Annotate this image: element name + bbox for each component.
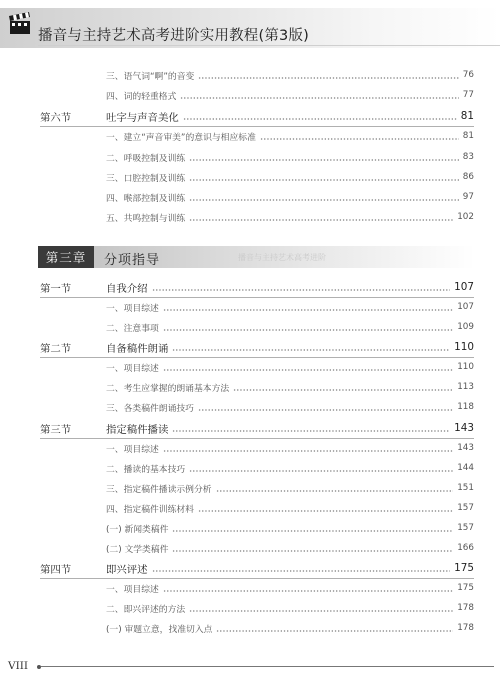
toc-entry-page: 178 xyxy=(457,603,474,613)
toc-entry-page: 102 xyxy=(457,212,474,222)
leader-dots xyxy=(216,630,453,632)
leader-dots xyxy=(198,510,453,512)
section-number: 第二节 xyxy=(40,342,72,355)
toc-entry-page: 178 xyxy=(457,623,474,633)
toc-entry-title: 四、词的轻重格式 xyxy=(106,91,177,102)
leader-dots xyxy=(180,97,458,99)
toc-entry-page: 86 xyxy=(462,172,474,182)
section-page: 175 xyxy=(454,562,474,574)
header-rule xyxy=(38,45,500,46)
section-page: 143 xyxy=(454,422,474,434)
section-title: 指定稿件播读 xyxy=(106,423,169,436)
leader-dots xyxy=(172,349,450,351)
leader-dots xyxy=(198,409,453,411)
toc-entry-page: 143 xyxy=(457,443,474,453)
section-page: 110 xyxy=(454,341,474,353)
leader-dots xyxy=(172,430,450,432)
toc-entry-page: 157 xyxy=(457,523,474,533)
section-page: 107 xyxy=(454,281,474,293)
section-title: 自我介绍 xyxy=(106,282,148,295)
leader-dots xyxy=(163,329,453,331)
toc-entry-title: (一) 新闻类稿件 xyxy=(106,524,169,535)
toc-entry[interactable] xyxy=(106,188,474,206)
leader-dots xyxy=(183,118,457,120)
toc-entry[interactable] xyxy=(106,208,474,226)
toc-entry-page: 151 xyxy=(457,483,474,493)
toc-entry-page: 109 xyxy=(457,322,474,332)
section-number: 第四节 xyxy=(40,563,72,576)
toc-entry-page: 110 xyxy=(457,362,474,372)
toc-entry[interactable] xyxy=(106,579,474,597)
leader-dots xyxy=(163,309,453,311)
toc-entry[interactable] xyxy=(106,127,474,145)
leader-dots xyxy=(189,610,453,612)
toc-entry-title: 四、喉部控制及训练 xyxy=(106,193,186,204)
toc-entry-title: 一、项目综述 xyxy=(106,303,159,314)
toc-entry-page: 118 xyxy=(457,402,474,412)
page-number: VIII xyxy=(8,660,29,672)
toc-entry[interactable] xyxy=(106,619,474,637)
leader-dots xyxy=(172,550,453,552)
toc-entry-title: 三、指定稿件播读示例分析 xyxy=(106,484,212,495)
toc-section[interactable] xyxy=(40,338,474,356)
leader-dots xyxy=(152,289,451,291)
book-title: 播音与主持艺术高考进阶实用教程(第3版) xyxy=(38,28,310,44)
clapperboard-icon xyxy=(8,12,34,36)
leader-dots xyxy=(189,159,459,161)
leader-dots xyxy=(233,389,453,391)
toc-section[interactable] xyxy=(40,559,474,577)
leader-dots xyxy=(172,530,453,532)
toc-entry-page: 113 xyxy=(457,382,474,392)
toc-entry[interactable] xyxy=(106,539,474,557)
toc-entry[interactable] xyxy=(106,398,474,416)
leader-dots xyxy=(163,450,453,452)
toc-entry-title: 一、项目综述 xyxy=(106,444,159,455)
section-title: 即兴评述 xyxy=(106,563,148,576)
toc-entry-title: 三、各类稿件朗诵技巧 xyxy=(106,403,194,414)
toc-entry-title: 二、播读的基本技巧 xyxy=(106,464,186,475)
toc-entry-title: (一) 审题立意，找准切入点 xyxy=(106,624,213,635)
section-title: 吐字与声音美化 xyxy=(106,111,179,124)
toc-entry-page: 83 xyxy=(462,152,474,162)
toc-section[interactable] xyxy=(40,107,474,125)
chapter-label: 第三章 xyxy=(38,246,94,268)
section-number: 第一节 xyxy=(40,282,72,295)
leader-dots xyxy=(163,590,453,592)
leader-dots xyxy=(189,219,453,221)
leader-dots xyxy=(216,490,454,492)
toc-entry[interactable] xyxy=(106,318,474,336)
toc-entry-title: 二、即兴评述的方法 xyxy=(106,604,186,615)
toc-entry-page: 107 xyxy=(457,302,474,312)
chapter-name: 分项指导 xyxy=(104,253,161,268)
leader-dots xyxy=(189,199,459,201)
toc-entry[interactable] xyxy=(106,148,474,166)
leader-dots xyxy=(260,138,459,140)
toc-entry-title: 三、语气词“啊”的音变 xyxy=(106,71,195,82)
toc-entry-title: 三、口腔控制及训练 xyxy=(106,173,186,184)
toc-entry-page: 166 xyxy=(457,543,474,553)
page-header xyxy=(0,0,500,52)
leader-dots xyxy=(198,77,459,79)
toc-entry-page: 144 xyxy=(457,463,474,473)
toc-entry-page: 77 xyxy=(462,90,474,100)
toc-entry[interactable] xyxy=(106,378,474,396)
toc-entry-title: 二、呼吸控制及训练 xyxy=(106,153,186,164)
toc-entry-page: 157 xyxy=(457,503,474,513)
section-number: 第三节 xyxy=(40,423,72,436)
toc-entry-title: 五、共鸣控制与训练 xyxy=(106,213,186,224)
toc-section[interactable] xyxy=(40,278,474,296)
toc-entry-title: 一、项目综述 xyxy=(106,363,159,374)
toc-entry-page: 76 xyxy=(462,70,474,80)
section-page: 81 xyxy=(460,110,474,122)
chapter-ghost-text: 播音与主持艺术高考进阶 xyxy=(238,253,326,262)
footer-rule xyxy=(41,666,494,667)
toc-entry[interactable] xyxy=(106,358,474,376)
leader-dots xyxy=(189,179,459,181)
toc-entry[interactable] xyxy=(106,439,474,457)
toc-entry-title: 二、注意事项 xyxy=(106,323,159,334)
toc-entry[interactable] xyxy=(106,479,474,497)
section-title: 自备稿件朗诵 xyxy=(106,342,169,355)
toc-entry[interactable] xyxy=(106,599,474,617)
toc-entry[interactable] xyxy=(106,66,474,84)
toc-entry-page: 175 xyxy=(457,583,474,593)
section-number: 第六节 xyxy=(40,111,72,124)
toc-entry-page: 81 xyxy=(462,131,474,141)
toc-entry-page: 97 xyxy=(462,192,474,202)
toc-entry[interactable] xyxy=(106,168,474,186)
toc-entry-title: (二) 文学类稿件 xyxy=(106,544,169,555)
leader-dots xyxy=(152,570,451,572)
toc-entry[interactable] xyxy=(106,519,474,537)
toc-entry[interactable] xyxy=(106,86,474,104)
toc-entry-title: 二、考生应掌握的朗诵基本方法 xyxy=(106,383,230,394)
chapter-banner[interactable] xyxy=(38,246,475,268)
toc-entry[interactable] xyxy=(106,459,474,477)
toc-entry-title: 四、指定稿件训练材料 xyxy=(106,504,194,515)
leader-dots xyxy=(189,470,453,472)
toc-entry-title: 一、项目综述 xyxy=(106,584,159,595)
toc-entry[interactable] xyxy=(106,499,474,517)
leader-dots xyxy=(163,369,453,371)
toc-entry-title: 一、建立“声音审美”的意识与相应标准 xyxy=(106,132,256,143)
toc-entry[interactable] xyxy=(106,298,474,316)
toc-section[interactable] xyxy=(40,419,474,437)
